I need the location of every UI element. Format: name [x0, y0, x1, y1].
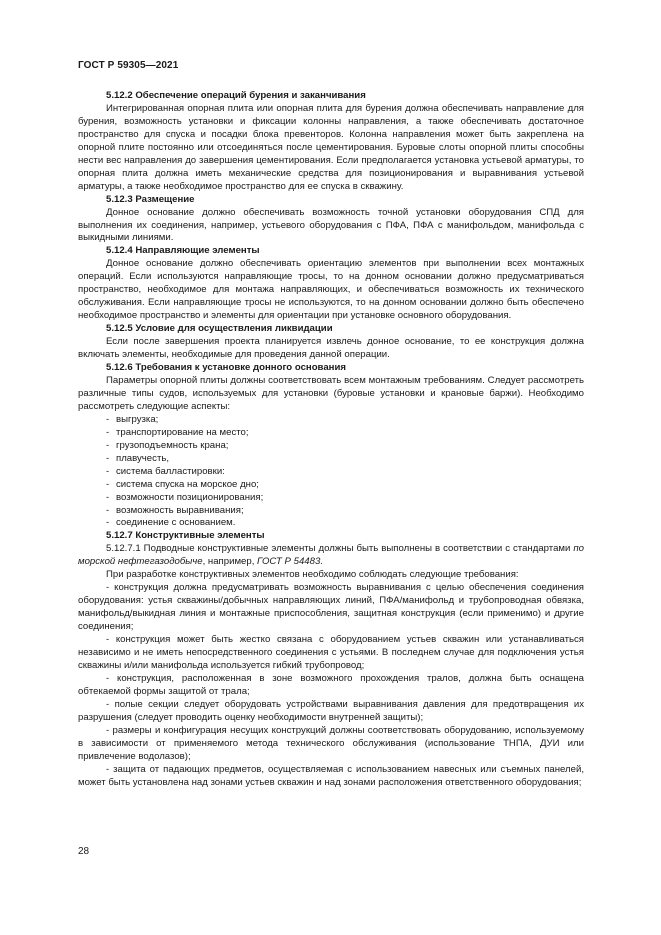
section-5-12-5-text: Если после завершения проекта планируется извлечь донное основание, то ее конструкция должна включать элементы, необходимые для проведения данной операции.: [78, 336, 584, 361]
installation-aspects-list: [78, 414, 584, 531]
requirement-item: - конструкция должна предусматривать возможность выравнивания с целью обеспечения соединения оборудования: устья скважины/добычных направляющих линий, ПФА/манифольд и трубопроводная обвязка, манифольд/выкидная линия и монтажные приспособления, защитная конструкция (если применимо) и другие соединения;: [78, 582, 584, 633]
list-item: - выгрузка;: [106, 413, 159, 425]
list-item: - плавучесть,: [106, 452, 169, 464]
standard-header: ГОСТ Р 59305—2021: [78, 60, 179, 71]
requirement-item: - размеры и конфигурация несущих конструкций должны соответствовать оборудованию, используемому в зависимости от применяемого метода технического обслуживания (использование ТНПА, ДУИ или привлечение водолазов);: [78, 724, 584, 762]
section-5-12-6-text: Параметры опорной плиты должны соответствовать всем монтажным требованиям. Следует рассмотреть различные типы судов, используемых для установки (буровые установки и крановые баржи). Необходимо рассмотреть следующие аспекты:: [78, 374, 584, 412]
list-item: - возможность выравнивания;: [106, 504, 244, 516]
requirement-item: - полые секции следует оборудовать устройствами выравнивания давления для предотвращения их разрушения (следует проводить оценку необходимости внутренней защиты);: [78, 698, 584, 723]
list-item: - система балластировки:: [106, 465, 225, 477]
section-5-12-2-title: 5.12.2 Обеспечение операций бурения и заканчивания: [106, 90, 366, 101]
requirement-item: - конструкция, расположенная в зоне возможного прохождения тралов, должна быть оснащена обтекаемой формы защитой от трала;: [78, 672, 584, 697]
section-5-12-3-title: 5.12.3 Размещение: [106, 193, 195, 205]
section-5-12-3-text: Донное основание должно обеспечивать возможность точной установки оборудования СПД для выполнения их соединения, например, устьевого оборудования с ПФА, ПФА с манифольдом, манифольда с выкидными линиями.: [78, 206, 584, 244]
requirement-item: - защита от падающих предметов, осуществляемая с использованием навесных или съемных панелей, может быть установлена над зонами устьев скважин и над зонами расположения ответственного оборудования;: [78, 763, 584, 788]
italic-term: по морской нефтегазодобыче: [78, 543, 584, 568]
section-5-12-2-text: Интегрированная опорная плита или опорная плита для бурения должна обеспечивать направление для бурения, возможность установки и фиксации колонны направления, а также обеспечивать достаточное пространство для спуска и посадки блока превенторов. Колонна направления может быть закреплена на опорной плите постоянно или отсоединяться после цементирования. Буровые слоты опорной плиты способны нести вес направления до завершения цементирования. Если предполагается установка устьевой арматуры, то опорная плита должна иметь механические средства для позиционирования и выравнивания устьевой арматуры, а также необходимое пространство для ее спуска в скважину.: [78, 102, 584, 192]
page-number: 28: [78, 846, 90, 857]
list-item: - возможности позиционирования;: [106, 491, 264, 503]
section-5-12-7-1-text: 5.12.7.1 Подводные конструктивные элементы должны быть выполнены в соответствии с стандартами по морской нефтегазодобыче, например, ГОСТ Р 54483.: [78, 543, 584, 568]
section-5-12-4-text: Донное основание должно обеспечивать ориентацию элементов при выполнении всех монтажных операций. Если используются направляющие тросы, то на донном основании должно предусматриваться пространство, необходимое для монтажа направляющих, и обеспечиваться возможность их технического обслуживания. Если направляющие тросы не используются, то на донном основании должно быть обеспечено необходимое пространство и элементы для ориентации при установке основного оборудования.: [78, 258, 584, 322]
section-5-12-7-intro: При разработке конструктивных элементов необходимо соблюдать следующие требования:: [106, 569, 519, 581]
list-item: - система спуска на морское дно;: [106, 478, 259, 490]
list-item: - транспортирование на место;: [106, 426, 249, 438]
section-5-12-6-title: 5.12.6 Требования к установке донного основания: [106, 362, 346, 374]
section-5-12-5-title: 5.12.5 Условие для осуществления ликвидации: [106, 323, 333, 335]
document-body: [78, 90, 584, 789]
section-5-12-4-title: 5.12.4 Направляющие элементы: [106, 245, 260, 257]
section-5-12-7-title: 5.12.7 Конструктивные элементы: [106, 530, 265, 542]
standard-reference: ГОСТ Р 54483: [257, 556, 321, 568]
requirement-item: - конструкция может быть жестко связана с оборудованием устьев скважин или устанавливаться независимо и не иметь непосредственного соединения с устьями. В последнем случае для подключения устья скважины и/или манифольда используется гибкий трубопровод;: [78, 634, 584, 671]
list-item: - соединение с основанием.: [106, 517, 236, 529]
list-item: - грузоподъемность крана;: [106, 439, 229, 451]
